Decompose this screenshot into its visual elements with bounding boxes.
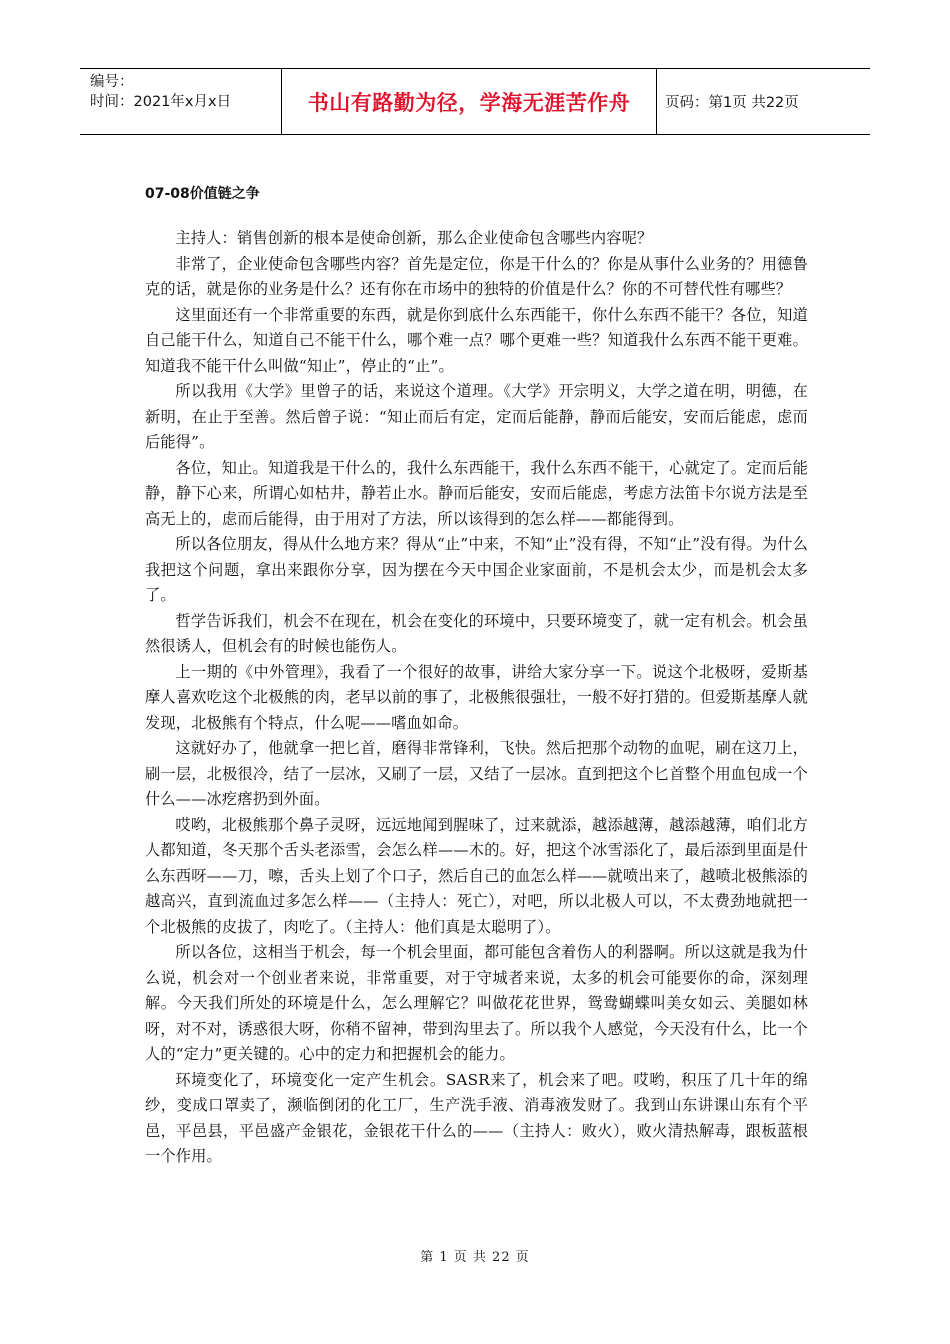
paragraph: 所以各位，这相当于机会，每一个机会里面，都可能包含着伤人的利器啊。所以这就是我为什么说，机会对一个创业者来说，非常重要，对于守城者来说，太多的机会可能要你的命，深刻理解。今天我们所处的环境是什么，怎么理解它？叫做花花世界，鸳鸯蝴蝶叫美女如云、美腿如林呀，对不对，诱惑很大呀，你稍不留神，带到沟里去了。所以我个人感觉，今天没有什么，比一个人的“定力”更关键的。心中的定力和把握机会的能力。 xyxy=(145,943,808,1063)
document-number-label: 编号： xyxy=(90,74,134,90)
paragraph: 所以我用《大学》里曾子的话，来说这个道理。《大学》开宗明义，大学之道在明，明德，在新明，在止于至善。然后曾子说：“知止而后有定，定而后能静，静而后能安，安而后能虑，虑而后能得”。 xyxy=(145,382,808,451)
page-header xyxy=(80,68,870,135)
page-footer: 第 1 页 共 22 页 xyxy=(420,1250,530,1265)
paragraph: 哎哟，北极熊那个鼻子灵呀，远远地闻到腥味了，过来就添，越添越薄，越添越薄，咱们北方人都知道，冬天那个舌头老添雪，会怎么样——木的。好，把这个冰雪添化了，最后添到里面是什么东西呀——刀，嚓，舌头上划了个口子，然后自己的血怎么样——就喷出来了，越喷北极熊添的越高兴，直到流血过多怎么样——（主持人：死亡），对吧，所以北极人可以，不太费劲地就把一个北极熊的皮拔了，肉吃了。（主持人：他们真是太聪明了）。 xyxy=(145,815,808,936)
paragraph: 哲学告诉我们，机会不在现在，机会在变化的环境中，只要环境变了，就一定有机会。机会虽然很诱人，但机会有的时候也能伤人。 xyxy=(145,611,808,655)
header-meta xyxy=(80,69,282,134)
paragraph: 主持人：销售创新的根本是使命创新，那么企业使命包含哪些内容呢？ xyxy=(175,229,653,247)
paragraph: 各位，知止。知道我是干什么的，我什么东西能干，我什么东西不能干，心就定了。定而后能静，静下心来，所谓心如枯井，静若止水。静而后能安，安而后能虑，考虑方法笛卡尔说方法是至高无上的，虑而后能得，由于用对了方法，所以该得到的怎么样——都能得到。 xyxy=(145,458,808,528)
paragraph: 环境变化了，环境变化一定产生机会。SASR来了，机会来了吧。哎哟，积压了几十年的绵纱，变成口罩卖了，濒临倒闭的化工厂，生产洗手液、消毒液发财了。我到山东讲课山东有个平邑，平邑县，平邑盛产金银花，金银花干什么的——（主持人：败火），败火清热解毒，跟板蓝根一个作用。 xyxy=(145,1070,808,1165)
paragraph: 上一期的《中外管理》，我看了一个很好的故事，讲给大家分享一下。说这个北极呀，爱斯基摩人喜欢吃这个北极熊的肉，老早以前的事了，北极熊很强壮，一般不好打猎的。但爱斯基摩人就发现，北极熊有个特点，什么呢——嗜血如命。 xyxy=(145,662,808,732)
document-body xyxy=(145,226,808,1170)
header-motto: 书山有路勤为径，学海无涯苦作舟 xyxy=(282,69,657,134)
paragraph: 所以各位朋友，得从什么地方来？得从“止”中来，不知“止”没有得，不知“止”没有得。为什么我把这个问题，拿出来跟你分享，因为摆在今天中国企业家面前，不是机会太少，而是机会太多了。 xyxy=(145,535,808,604)
document-time-label: 时间：2021年x月x日 xyxy=(90,94,232,110)
paragraph: 这里面还有一个非常重要的东西，就是你到底什么东西能干，你什么东西不能干？各位，知道自己能干什么，知道自己不能干什么，哪个难一点？哪个更难一些？知道我什么东西不能干更难。知道我不能干什么叫做“知止”，停止的“止”。 xyxy=(145,305,808,375)
document-title: 07-08价值链之争 xyxy=(145,186,260,202)
paragraph: 非常了，企业使命包含哪些内容？首先是定位，你是干什么的？你是从事什么业务的？用德鲁克的话，就是你的业务是什么？还有你在市场中的独特的价值是什么？你的不可替代性有哪些？ xyxy=(145,254,808,298)
paragraph: 这就好办了，他就拿一把匕首，磨得非常锋利，飞快。然后把那个动物的血呢，刷在这刀上，刷一层，北极很冷，结了一层冰，又刷了一层，又结了一层冰。直到把这个匕首整个用血包成一个什么——冰疙瘩扔到外面。 xyxy=(145,739,808,808)
header-page-info: 页码：第1页 共22页 xyxy=(665,95,799,111)
